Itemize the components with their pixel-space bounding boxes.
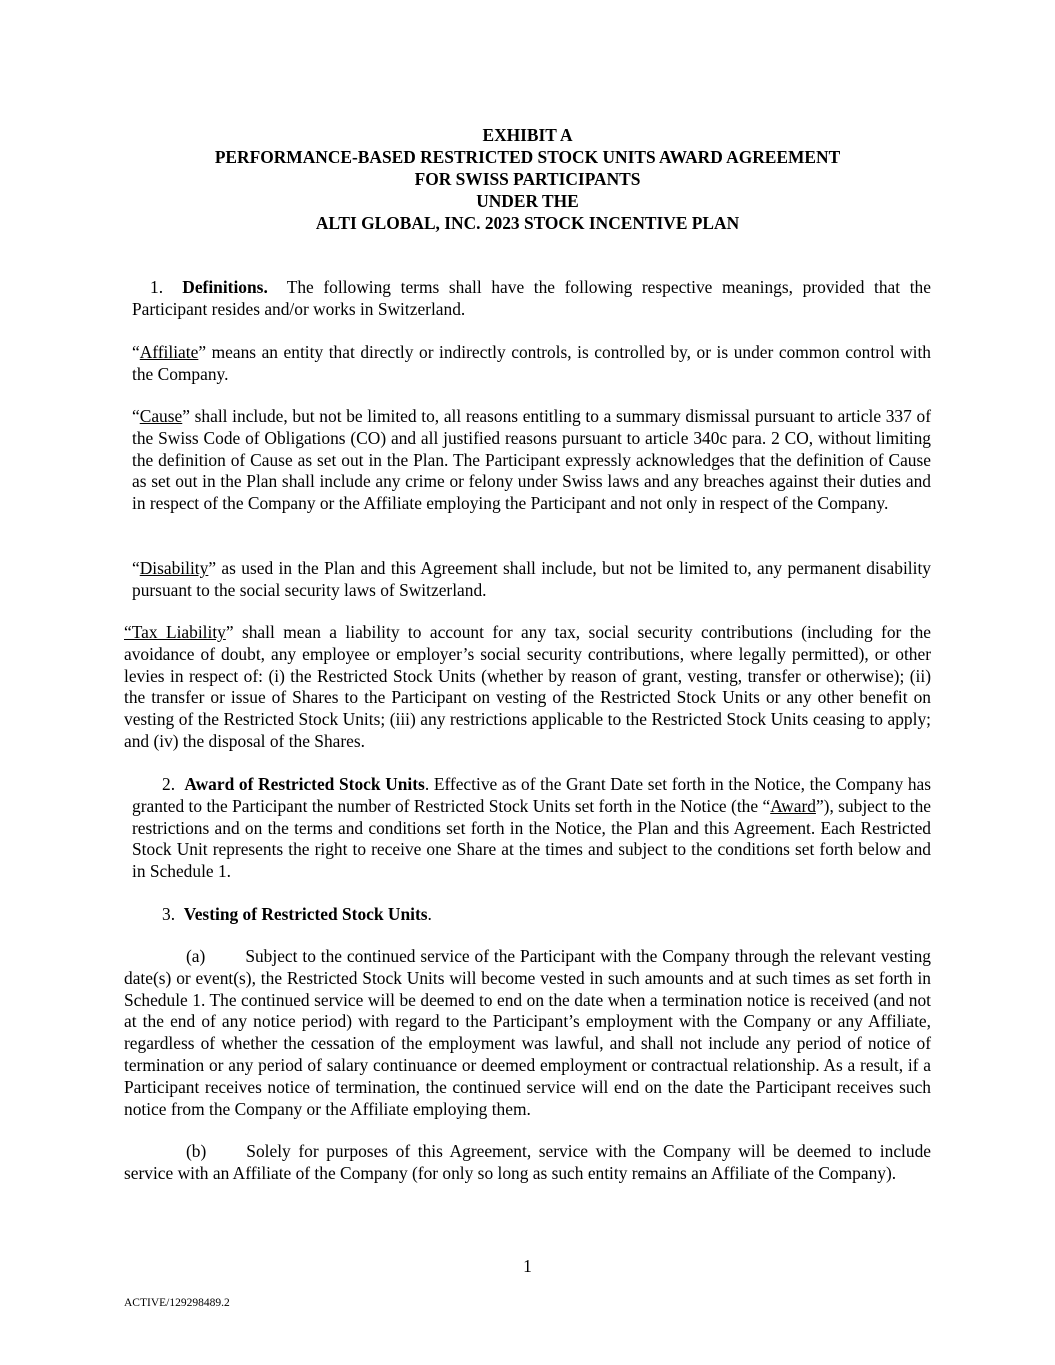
section-heading: Vesting of Restricted Stock Units xyxy=(183,904,428,924)
definition-text: ” as used in the Plan and this Agreement shall include, but not be limited to, any permanent disability pursuant to the social security laws of Switzerland. xyxy=(132,558,931,600)
title-line: UNDER THE xyxy=(476,191,579,211)
section-number: 1. xyxy=(150,277,164,297)
subsection-text: Solely for purposes of this Agreement, service with the Company will be deemed to include service with an Affiliate of the Company (for only so long as such entity remains an Affiliate of the Company). xyxy=(124,1141,931,1183)
definition-affiliate: “Affiliate” means an entity that directly or indirectly controls, is controlled by, or is under common control with the Company. xyxy=(132,342,931,384)
section-3-vesting: 3. Vesting of Restricted Stock Units. xyxy=(162,904,432,924)
title-line: EXHIBIT A xyxy=(482,125,573,145)
defined-term: Disability xyxy=(139,558,209,578)
page-number: 1 xyxy=(523,1256,532,1276)
definition-disability: “Disability” as used in the Plan and this Agreement shall include, but not be limited to, any permanent disability pursuant to the social security laws of Switzerland. xyxy=(132,558,931,600)
document-id: ACTIVE/129298489.2 xyxy=(124,1297,230,1309)
section-3b xyxy=(124,1141,931,1185)
section-2-award: 2. Award of Restricted Stock Units. Effective as of the Grant Date set forth in the Notice, the Company has granted to the Participant the number of Restricted Stock Units set forth in the Notice (the “Award”), subject to the restrictions and on the terms and conditions set forth in the Notice, the Plan and this Agreement. Each Restricted Stock Unit represents the right to receive one Share at the times and subject to the conditions set forth below and in Schedule 1. xyxy=(132,774,932,882)
title-line: ALTI GLOBAL, INC. 2023 STOCK INCENTIVE PLAN xyxy=(315,213,740,233)
defined-term: Cause xyxy=(139,406,183,426)
definition-text: ” means an entity that directly or indirectly controls, is controlled by, or is under common control with the Company. xyxy=(132,342,931,384)
section-text: The following terms shall have the following respective meanings, provided that the Participant resides and/or works in Switzerland. xyxy=(132,277,931,319)
section-number: 2. xyxy=(162,774,176,794)
subsection-label: (a) xyxy=(186,946,206,966)
document-title xyxy=(0,124,1055,234)
section-heading: Definitions. xyxy=(182,277,268,297)
defined-term: Affiliate xyxy=(139,342,199,362)
title-line: FOR SWISS PARTICIPANTS xyxy=(414,169,641,189)
section-number: 3. xyxy=(162,904,176,924)
section-1-definitions xyxy=(132,277,931,321)
subsection-text: Subject to the continued service of the Participant with the Company through the relevant vesting date(s) or event(s), the Restricted Stock Units will become vested in such amounts and at such times as set forth in Schedule 1. The continued service will be deemed to end on the date when a termination notice is received (and not at the end of any notice period) with regard to the Participant’s employment with the Company or any Affiliate, regardless of whether the cessation of the employment was lawful, and shall not include any period of notice of termination or any period of salary continuance or deemed employment or contractual relationship. As a result, if a Participant receives notice of termination, the continued service will end on the date the Participant receives such notice from the Company or the Affiliate employing them. xyxy=(124,946,931,1119)
subsection-label: (b) xyxy=(186,1141,207,1161)
section-3a xyxy=(124,946,931,1120)
defined-term: Award xyxy=(770,795,816,816)
definition-text: ” shall include, but not be limited to, all reasons entitling to a summary dismissal pursuant to article 337 of the Swiss Code of Obligations (CO) and all justified reasons pursuant to article 340c para. 2 CO, without limiting the definition of Cause as set out in the Plan. The Participant expressly acknowledges that the definition of Cause as set out in the Plan shall include any crime or felony under Swiss laws and any breaches against their duties and in respect of the Company or the Affiliate employing the Participant and not only in respect of the Company. xyxy=(132,406,931,514)
definition-cause: “Cause” shall include, but not be limited to, all reasons entitling to a summary dismissal pursuant to article 337 of the Swiss Code of Obligations (CO) and all justified reasons pursuant to article 340c para. 2 CO, without limiting the definition of Cause as set out in the Plan. The Participant expressly acknowledges that the definition of Cause as set out in the Plan shall include any crime or felony under Swiss laws and any breaches against their duties and in respect of the Company or the Affiliate employing the Participant and not only in respect of the Company. xyxy=(132,406,931,514)
section-heading: Award of Restricted Stock Units xyxy=(184,774,425,794)
definition-text: ” shall mean a liability to account for any tax, social security contributions (including for the avoidance of doubt, any employee or employer’s social security contributions, where legally permitted), or other levies in respect of: (i) the Restricted Stock Units (whether by reason of grant, vesting, transfer or otherwise); (ii) the transfer or issue of Shares to the Participant on vesting of the Restricted Stock Units or any other benefit on vesting of the Restricted Stock Units; (iii) any restrictions applicable to the Restricted Stock Units ceasing to apply; and (iv) the disposal of the Shares. xyxy=(124,622,931,751)
defined-term: “Tax Liability xyxy=(124,622,226,642)
title-line: PERFORMANCE-BASED RESTRICTED STOCK UNITS AWARD AGREEMENT xyxy=(214,147,841,167)
definition-tax-liability xyxy=(124,622,931,753)
